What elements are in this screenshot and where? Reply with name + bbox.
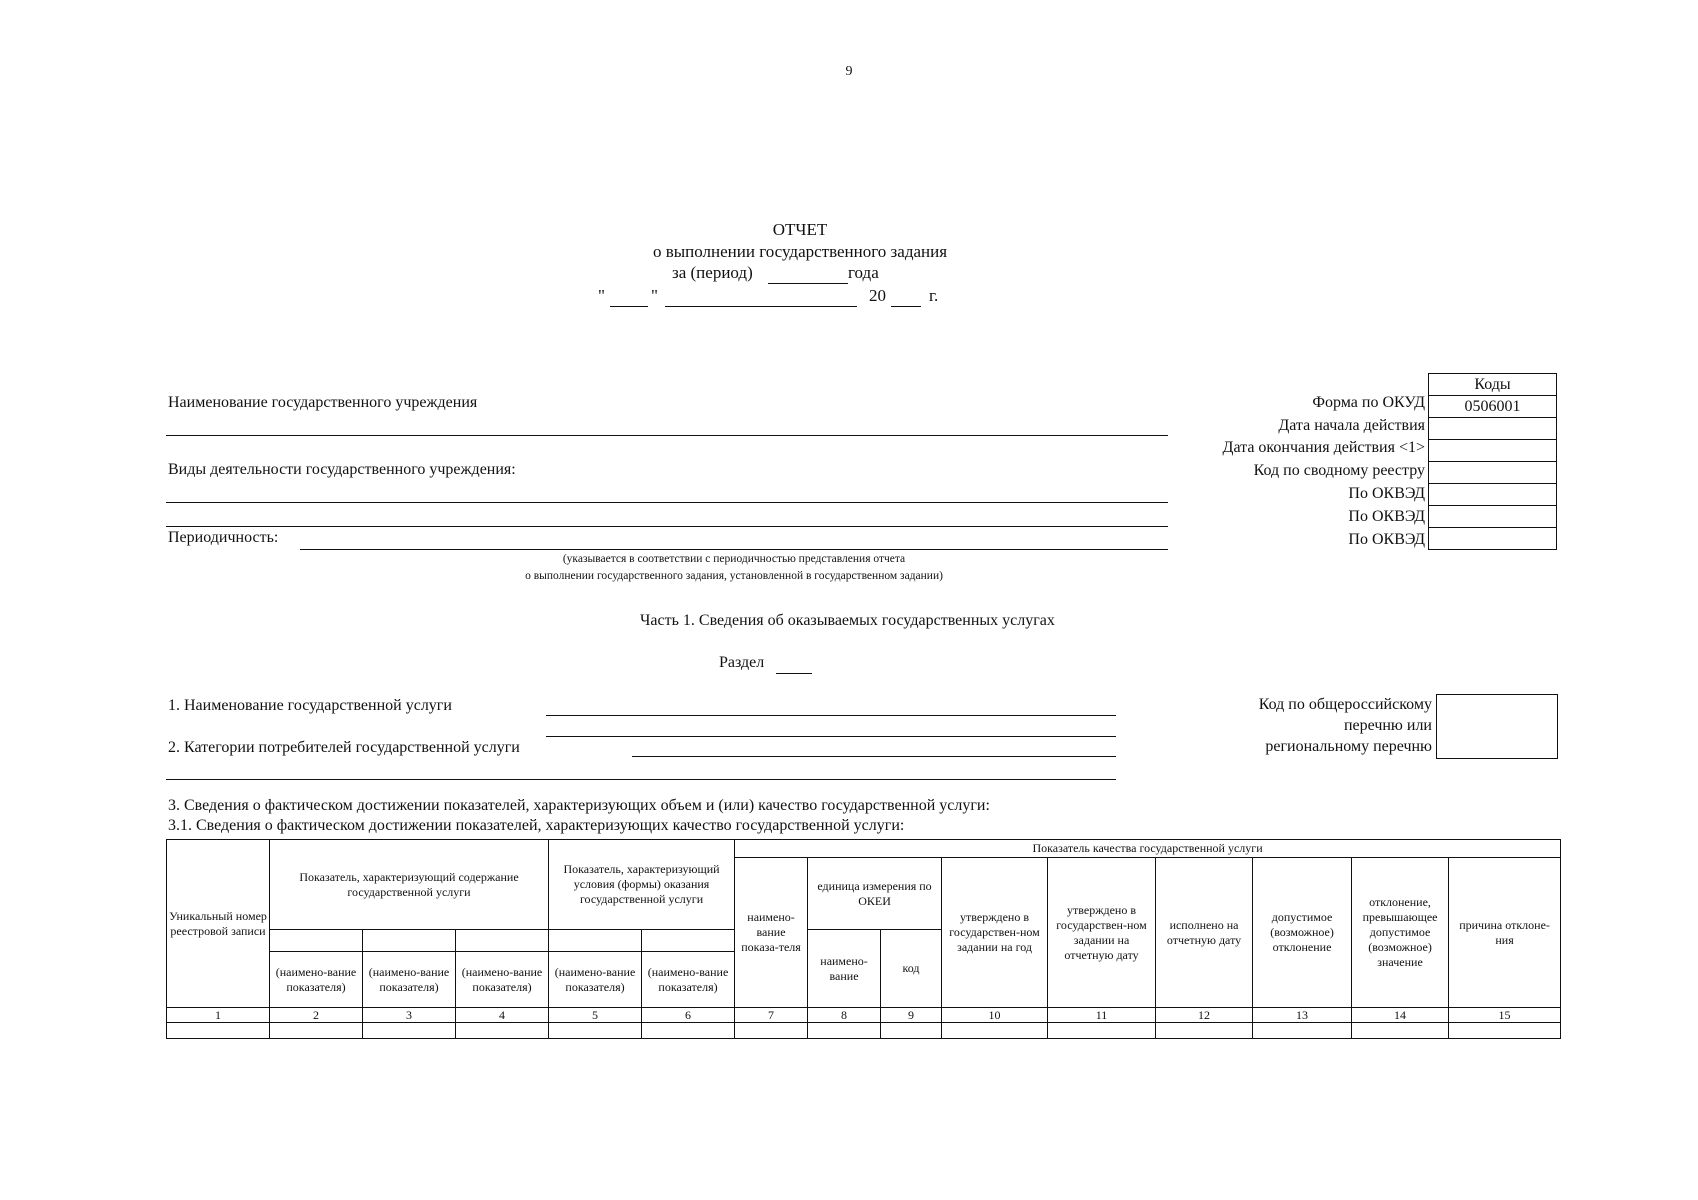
- col-unit: единица измерения по ОКЕИ: [808, 858, 942, 930]
- col-number: 3: [363, 1008, 456, 1023]
- okpd-label-1: Код по общероссийскому: [1258, 696, 1432, 713]
- periodicity-label: Периодичность:: [168, 529, 279, 546]
- codes-table: [1428, 373, 1557, 550]
- okved-label-1: По ОКВЭД: [1348, 485, 1425, 502]
- okved-code-1[interactable]: [1429, 484, 1557, 506]
- col-executed: исполнено на отчетную дату: [1156, 858, 1253, 1008]
- report-subtitle: о выполнении государственного задания: [652, 242, 948, 261]
- col-indicator-name: наимено-вание показа-теля: [735, 858, 808, 1008]
- col-unit-name: наимено-вание: [808, 930, 881, 1008]
- year-prefix: 20: [869, 286, 886, 305]
- data-cell[interactable]: [270, 1023, 363, 1039]
- data-cell[interactable]: [942, 1023, 1048, 1039]
- col-number: 10: [942, 1008, 1048, 1023]
- registry-code[interactable]: [1429, 462, 1557, 484]
- service-name-field-1[interactable]: [546, 715, 1116, 716]
- condition-name-field-1[interactable]: [549, 930, 642, 952]
- month-field[interactable]: [665, 306, 857, 307]
- col-number: 15: [1449, 1008, 1561, 1023]
- sub-indicator-name-4: (наимено-вание показателя): [456, 952, 549, 1008]
- info-line-31: 3.1. Сведения о фактическом достижении показателей, характеризующих качество государственной услуги:: [168, 817, 905, 834]
- data-cell[interactable]: [1048, 1023, 1156, 1039]
- service-name-field-2[interactable]: [546, 736, 1116, 737]
- activities-field-2[interactable]: [166, 526, 1168, 527]
- end-date-label: Дата окончания действия <1>: [1222, 439, 1425, 456]
- col-number: 14: [1352, 1008, 1449, 1023]
- codes-header: Коды: [1429, 374, 1557, 396]
- col-number: 4: [456, 1008, 549, 1023]
- col-reason: причина отклоне-ния: [1449, 858, 1561, 1008]
- activities-field-1[interactable]: [166, 502, 1168, 503]
- start-date-code[interactable]: [1429, 418, 1557, 440]
- col-number: 12: [1156, 1008, 1253, 1023]
- sub-indicator-name-3: (наимено-вание показателя): [363, 952, 456, 1008]
- page-number: 9: [845, 64, 853, 79]
- condition-name-field-2[interactable]: [642, 930, 735, 952]
- periodicity-note-1: (указывается в соответствии с периодичностью представления отчета: [562, 553, 906, 565]
- date-quote-open: ": [598, 286, 605, 305]
- service-code-box[interactable]: [1436, 694, 1558, 759]
- col-exceeding-deviation: отклонение, превышающее допустимое (возможное) значение: [1352, 858, 1449, 1008]
- col-number: 9: [881, 1008, 942, 1023]
- start-date-label: Дата начала действия: [1278, 417, 1425, 434]
- col-unique-number: Уникальный номер реестровой записи: [167, 840, 270, 1008]
- periodicity-field[interactable]: [300, 549, 1168, 550]
- institution-name-field[interactable]: [166, 435, 1168, 436]
- period-suffix: года: [848, 263, 879, 282]
- col-number: 1: [167, 1008, 270, 1023]
- registry-label: Код по сводному реестру: [1253, 462, 1425, 479]
- data-cell[interactable]: [1449, 1023, 1561, 1039]
- data-cell[interactable]: [456, 1023, 549, 1039]
- okpd-label-3: региональному перечню: [1265, 738, 1432, 755]
- data-cell[interactable]: [735, 1023, 808, 1039]
- data-cell[interactable]: [363, 1023, 456, 1039]
- date-quote-close: ": [651, 286, 658, 305]
- activities-label: Виды деятельности государственного учреждения:: [168, 461, 516, 478]
- col-number: 13: [1253, 1008, 1352, 1023]
- col-allowed-deviation: допустимое (возможное) отклонение: [1253, 858, 1352, 1008]
- part-title: Часть 1. Сведения об оказываемых государственных услугах: [640, 612, 1055, 629]
- col-number: 8: [808, 1008, 881, 1023]
- year-suffix: г.: [929, 286, 939, 305]
- data-cell[interactable]: [549, 1023, 642, 1039]
- sub-indicator-name-5: (наимено-вание показателя): [549, 952, 642, 1008]
- periodicity-note-2: о выполнении государственного задания, установленной в государственном задании): [525, 570, 943, 582]
- col-number: 2: [270, 1008, 363, 1023]
- okved-label-3: По ОКВЭД: [1348, 531, 1425, 548]
- col-content: Показатель, характеризующий содержание государственной услуги: [270, 840, 549, 930]
- col-conditions: Показатель, характеризующий условия (формы) оказания государственной услуги: [549, 840, 735, 930]
- section-label: Раздел: [719, 654, 765, 671]
- info-line-3: 3. Сведения о фактическом достижении показателей, характеризующих объем и (или) качество государственной услуги:: [168, 797, 990, 814]
- okved-label-2: По ОКВЭД: [1348, 508, 1425, 525]
- data-cell[interactable]: [642, 1023, 735, 1039]
- data-cell[interactable]: [1156, 1023, 1253, 1039]
- consumers-field-2[interactable]: [166, 779, 1116, 780]
- sub-indicator-name-6: (наимено-вание показателя): [642, 952, 735, 1008]
- data-cell[interactable]: [808, 1023, 881, 1039]
- col-number: 11: [1048, 1008, 1156, 1023]
- consumers-field-1[interactable]: [632, 756, 1116, 757]
- col-number: 6: [642, 1008, 735, 1023]
- period-field[interactable]: [768, 283, 848, 284]
- col-number: 7: [735, 1008, 808, 1023]
- data-cell[interactable]: [881, 1023, 942, 1039]
- day-field[interactable]: [610, 306, 648, 307]
- okud-code[interactable]: 0506001: [1429, 396, 1557, 418]
- okved-code-3[interactable]: [1429, 528, 1557, 550]
- col-approved-year: утверждено в государствен-ном задании на год: [942, 858, 1048, 1008]
- year-field[interactable]: [891, 306, 921, 307]
- institution-name-label: Наименование государственного учреждения: [168, 394, 478, 411]
- data-cell[interactable]: [167, 1023, 270, 1039]
- okpd-label-2: перечню или: [1343, 717, 1432, 734]
- content-name-field-3[interactable]: [456, 930, 549, 952]
- data-cell[interactable]: [1253, 1023, 1352, 1039]
- data-cell[interactable]: [1352, 1023, 1449, 1039]
- col-unit-code: код: [881, 930, 942, 1008]
- report-title: ОТЧЕТ: [772, 220, 828, 239]
- service-name-label: 1. Наименование государственной услуги: [168, 697, 452, 714]
- content-name-field-2[interactable]: [363, 930, 456, 952]
- section-number-field[interactable]: [776, 673, 812, 674]
- quality-table: [166, 839, 1561, 1039]
- col-quality: Показатель качества государственной услуги: [735, 840, 1561, 858]
- end-date-code[interactable]: [1429, 440, 1557, 462]
- sub-indicator-name-2: (наимено-вание показателя): [270, 952, 363, 1008]
- consumers-label: 2. Категории потребителей государственной услуги: [168, 739, 520, 756]
- okud-label: Форма по ОКУД: [1312, 394, 1425, 411]
- period-prefix: за (период): [672, 263, 753, 282]
- okved-code-2[interactable]: [1429, 506, 1557, 528]
- content-name-field-1[interactable]: [270, 930, 363, 952]
- col-number: 5: [549, 1008, 642, 1023]
- col-approved-date: утверждено в государствен-ном задании на отчетную дату: [1048, 858, 1156, 1008]
